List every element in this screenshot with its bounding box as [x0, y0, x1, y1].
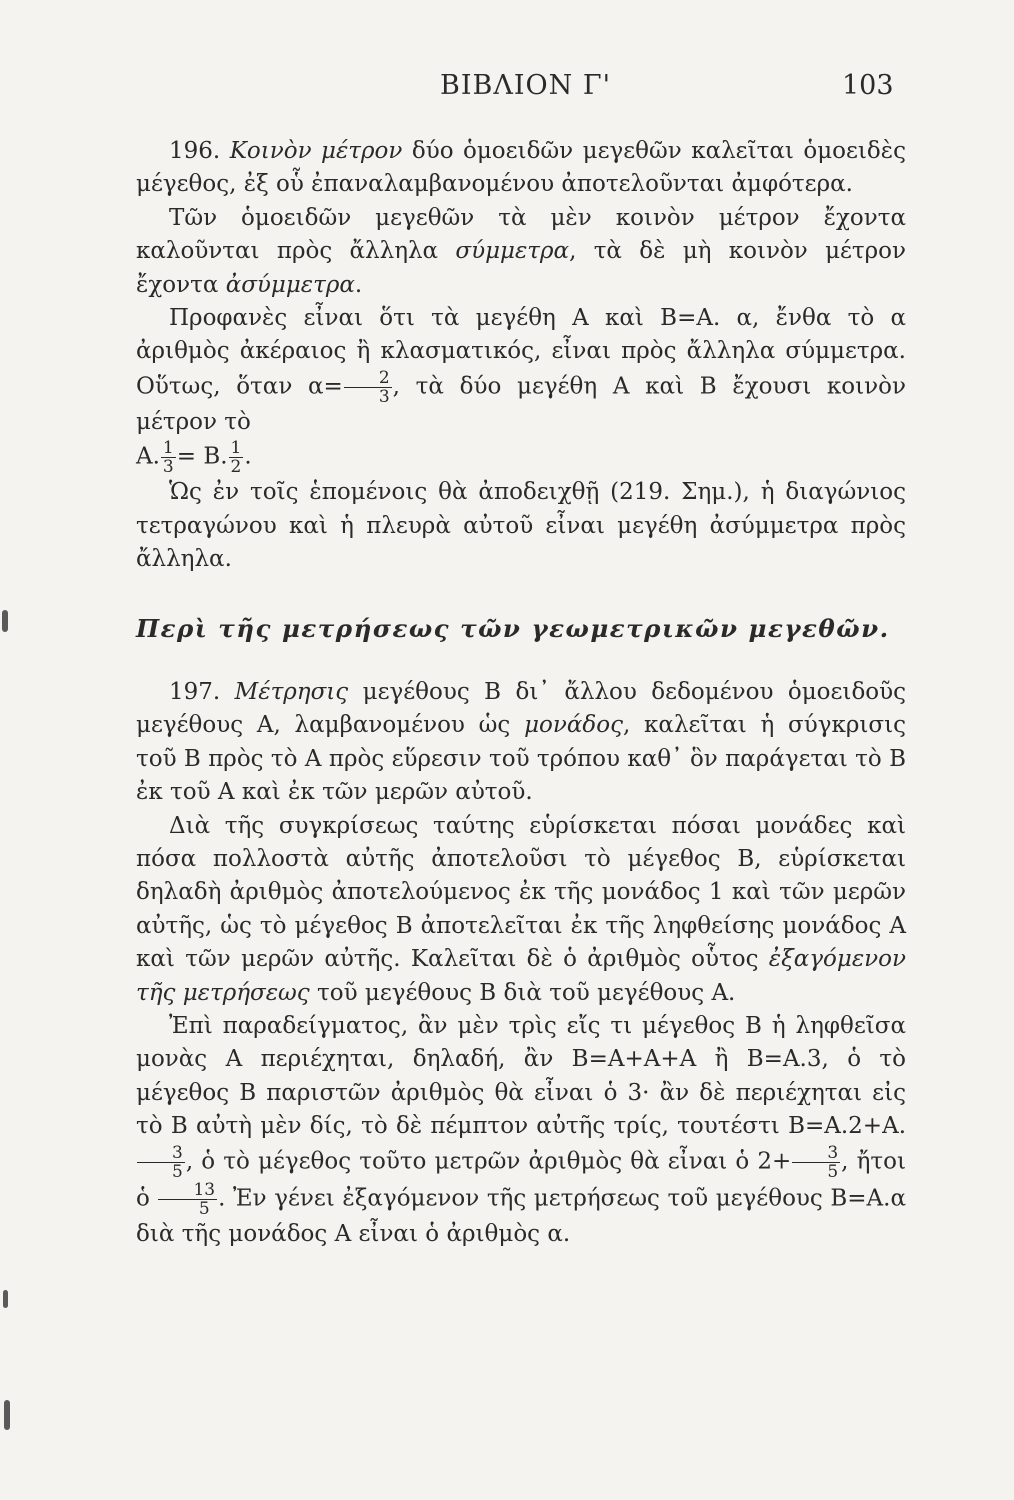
defined-term: ἀσύμμετρα	[225, 271, 355, 298]
paragraph-text: , ὁ τὸ μέγεθος τοῦτο μετρῶν ἀριθμὸς θὰ εἶναι ὁ 2+	[185, 1148, 792, 1175]
fraction	[229, 439, 244, 476]
equation-common-measure	[136, 439, 906, 476]
fraction-denominator: 2	[230, 457, 242, 478]
fraction-numerator: 3	[792, 1144, 840, 1163]
fraction	[792, 1144, 840, 1181]
paragraph-197	[136, 676, 906, 810]
fraction-denominator: 3	[378, 386, 390, 407]
paragraph-text: δύο ὁμοειδῶν μεγεθῶν καλεῖται ὁμοειδὲς μέγεθος, ἐξ οὗ ἐπαναλαμβανομένου ἀποτελοῦνται ἀμφότερα.	[136, 138, 907, 198]
equation-part: = Β.	[176, 443, 228, 470]
defined-term: ἐξαγόμενον τῆς μετρήσεως	[136, 946, 906, 1006]
paragraph-text: .	[354, 271, 363, 298]
fraction-numerator: 3	[137, 1144, 185, 1163]
equation-part: Α.	[136, 443, 160, 470]
defined-term: Κοινὸν μέτρον	[229, 138, 403, 164]
paragraph-text: Προφανὲς εἶναι ὅτι τὰ μεγέθη Α καὶ Β=Α. α, ἔνθα τὸ α ἀριθμὸς ἀκέραιος ἢ κλασματικός, εἶναι πρὸς ἄλληλα σύμμετρα. Οὕτως, ὅταν α=	[136, 305, 906, 400]
paragraph-text: Διὰ τῆς συγκρίσεως ταύτης εὑρίσκεται πόσαι μονάδες καὶ πόσα πολλοστὰ αὐτῆς ἀποτελοῦσι τὸ μέγεθος Β, εὑρίσκεται δηλαδὴ ἀριθμὸς ἀποτελούμενος ἐκ τῆς μονάδος 1 καὶ τῶν μερῶν αὐτῆς, ὡς τὸ μέγεθος Β ἀποτελεῖται ἐκ τῆς ληφθείσης μονάδος Α καὶ τῶν μερῶν αὐτῆς. Καλεῖται δὲ ὁ ἀριθμὸς οὗτος	[136, 812, 906, 973]
fraction-numerator: 1	[162, 438, 174, 459]
fraction-numerator: 2	[344, 369, 392, 388]
equation-part: .	[244, 443, 252, 470]
fraction	[137, 1144, 185, 1181]
fraction-denominator: 3	[162, 457, 174, 478]
defined-term: μονάδος	[524, 712, 623, 739]
paragraph-text: , τὰ δύο μεγέθη Α καὶ Β ἔχουσι κοινὸν μέτρον τὸ	[136, 373, 906, 435]
paragraph-text: τοῦ μεγέθους Β διὰ τοῦ μεγέθους Α.	[317, 979, 736, 1006]
paragraph-commensurable	[136, 202, 906, 302]
paragraph-text: , τὰ δὲ μὴ κοινὸν μέτρον ἔχοντα	[136, 238, 907, 298]
fraction	[344, 369, 392, 406]
scan-artifact	[3, 1290, 8, 1308]
defined-term: Μέτρησις	[234, 678, 349, 705]
fraction	[158, 1181, 217, 1218]
fraction-numerator: 1	[230, 438, 242, 459]
paragraph-text: , ἤτοι ὁ	[136, 1148, 906, 1212]
body-text	[136, 135, 906, 1251]
paragraph-text: μεγέθους Β δι᾽ ἄλλου δεδομένου ὁμοειδοῦς μεγέθους Α, λαμβανομένου ὡς	[136, 678, 907, 739]
paragraph-text: . Ἐν γένει ἐξαγόμενον τῆς μετρήσεως τοῦ μεγέθους Β=Α.α διὰ τῆς μονάδος Α εἶναι ὁ ἀριθμὸς α.	[136, 1185, 907, 1247]
defined-term: σύμμετρα	[455, 238, 570, 265]
paragraph-diagonal: Ὡς ἐν τοῖς ἑπομένοις θὰ ἀποδειχθῇ (219. Σημ.), ἡ διαγώνιος τετραγώνου καὶ ἡ πλευρὰ αὐτοῦ εἶναι μεγέθη ἀσύμμετρα πρὸς ἄλληλα.	[136, 479, 906, 573]
paragraph-196	[136, 135, 906, 202]
fraction-numerator: 13	[158, 1181, 217, 1200]
paragraph-text: Ἐπὶ παραδείγματος, ἂν μὲν τρὶς εἴς τι μέγεθος Β ἡ ληφθεῖσα μονὰς Α περιέχηται, δηλαδή, ἂν Β=Α+Α+Α ἢ Β=Α.3, ὁ τὸ μέγεθος Β παριστῶν ἀριθμὸς θὰ εἶναι ὁ 3· ἂν δὲ περιέχηται εἰς τὸ Β αὐτὴ μὲν δίς, τὸ δὲ πέμπτον αὐτῆς τρίς, τουτέστι Β=Α.2+Α.	[136, 1012, 906, 1140]
fraction-denominator: 5	[172, 1161, 183, 1182]
section-heading: Περὶ τῆς μετρήσεως τῶν γεωμετρικῶν μεγεθῶν.	[136, 614, 890, 644]
paragraph-example	[136, 1010, 906, 1251]
page-number: 103	[842, 70, 894, 101]
paragraph-text: Τῶν ὁμοειδῶν μεγεθῶν τὰ μὲν κοινὸν μέτρον ἔχοντα καλοῦνται πρὸς ἄλληλα	[136, 204, 906, 265]
section-number: 196.	[169, 138, 221, 164]
section-number: 197.	[169, 678, 221, 705]
fraction-denominator: 5	[198, 1198, 210, 1219]
paragraph-text: , καλεῖται ἡ σύγκρισις τοῦ Β πρὸς τὸ Α πρὸς εὕρεσιν τοῦ τρόπου καθ᾽ ὃν παράγεται τὸ Β ἐκ τοῦ Α καὶ ἐκ τῶν μερῶν αὐτοῦ.	[136, 712, 906, 806]
scan-artifact	[2, 610, 8, 632]
fraction	[161, 439, 176, 476]
paragraph-obvious	[136, 302, 906, 439]
scan-artifact	[4, 1400, 10, 1430]
fraction-denominator: 5	[827, 1161, 839, 1182]
running-header-title: ΒΙΒΛΙΟΝ Γ'	[440, 70, 612, 101]
paragraph-comparison	[136, 810, 906, 1010]
